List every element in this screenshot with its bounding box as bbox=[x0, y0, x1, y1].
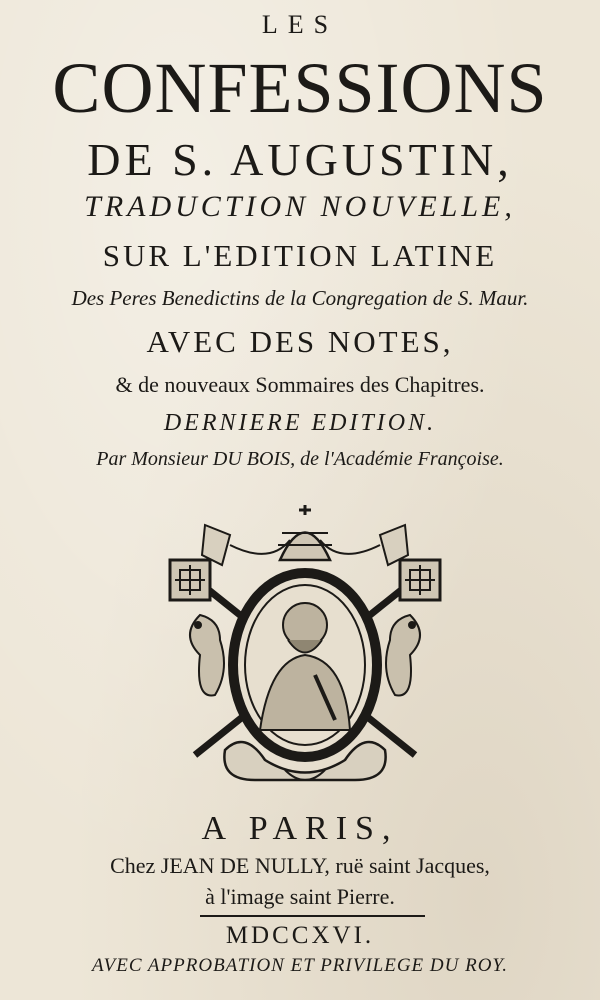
subtitle-notes: AVEC DES NOTES, bbox=[146, 324, 454, 359]
title-confessions: CONFESSIONS bbox=[52, 48, 548, 128]
title-author: DE S. AUGUSTIN, bbox=[87, 134, 513, 185]
last-edition-label: DERNIERE EDITION. bbox=[163, 410, 437, 436]
title-les: LES bbox=[261, 10, 339, 39]
divider-rule bbox=[200, 915, 425, 917]
subtitle-summaries: & de nouveaux Sommaires des Chapitres. bbox=[115, 372, 485, 397]
papal-tiara-icon bbox=[278, 505, 332, 560]
imprint-place: A PARIS, bbox=[201, 810, 399, 847]
imprint-publisher: Chez JEAN DE NULLY, ruë saint Jacques, bbox=[110, 853, 490, 878]
imprint-sign: à l'image saint Pierre. bbox=[205, 884, 395, 909]
printer-device-vignette bbox=[160, 505, 450, 795]
translator-credit: Par Monsieur DU BOIS, de l'Académie Françoise. bbox=[96, 448, 504, 470]
subtitle-translation: TRADUCTION NOUVELLE, bbox=[84, 190, 516, 223]
imprint-year: MDCCXVI. bbox=[225, 922, 375, 949]
subtitle-fathers: Des Peres Benedictins de la Congregation de S. Maur. bbox=[71, 286, 529, 310]
royal-privilege: AVEC APPROBATION ET PRIVILEGE DU ROY. bbox=[91, 955, 509, 976]
subtitle-edition: SUR L'EDITION LATINE bbox=[102, 238, 498, 273]
